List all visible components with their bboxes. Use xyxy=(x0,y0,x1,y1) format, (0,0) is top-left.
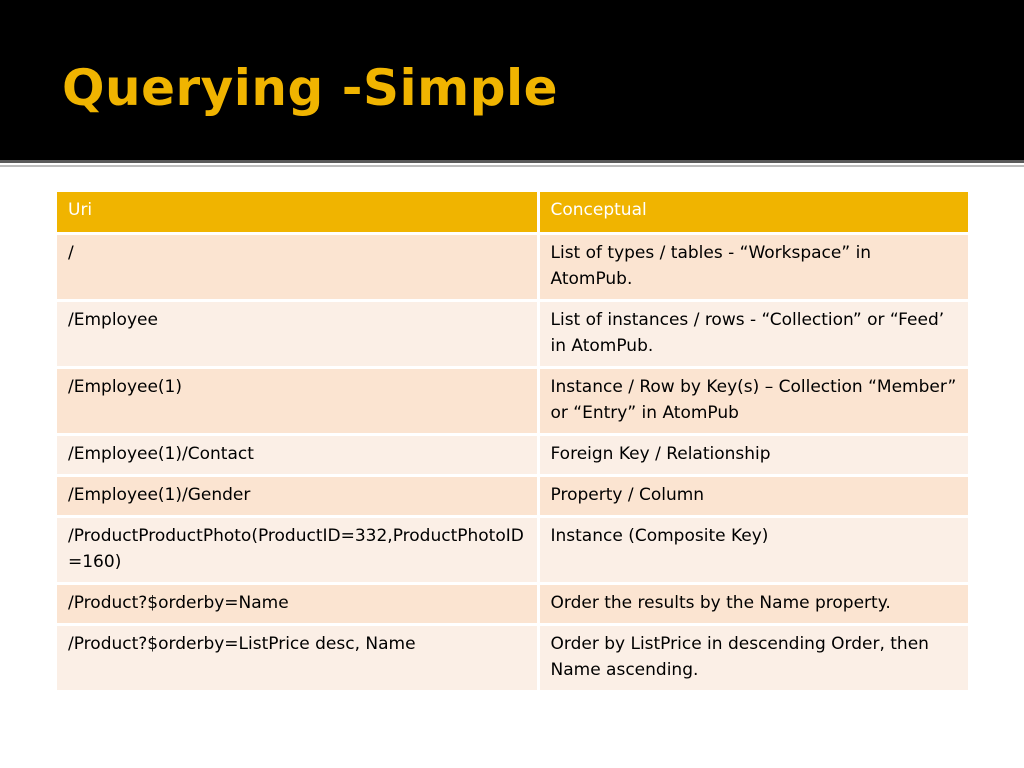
slide-title: Querying -Simple xyxy=(62,59,559,117)
title-divider-light xyxy=(0,165,1024,167)
table-row xyxy=(57,368,968,435)
table-row xyxy=(57,625,968,692)
uri-cell: /Product?$orderby=ListPrice desc, Name xyxy=(57,625,538,692)
conceptual-cell: List of instances / rows - “Collection” or “Feed’ in AtomPub. xyxy=(538,301,968,368)
table-header-row xyxy=(57,192,968,234)
conceptual-cell: List of types / tables - “Workspace” in AtomPub. xyxy=(538,234,968,301)
conceptual-cell: Property / Column xyxy=(538,476,968,517)
table-row xyxy=(57,301,968,368)
conceptual-cell: Instance / Row by Key(s) – Collection “Member” or “Entry” in AtomPub xyxy=(538,368,968,435)
uri-cell: / xyxy=(57,234,538,301)
column-header-conceptual: Conceptual xyxy=(538,192,968,234)
uri-cell: /Employee(1) xyxy=(57,368,538,435)
conceptual-cell: Instance (Composite Key) xyxy=(538,517,968,584)
conceptual-cell: Order by ListPrice in descending Order, then Name ascending. xyxy=(538,625,968,692)
conceptual-cell: Foreign Key / Relationship xyxy=(538,435,968,476)
title-bar xyxy=(0,0,1024,160)
uri-cell: /Employee(1)/Gender xyxy=(57,476,538,517)
uri-cell: /Employee xyxy=(57,301,538,368)
uri-table xyxy=(57,192,968,693)
column-header-uri: Uri xyxy=(57,192,538,234)
uri-cell: /ProductProductPhoto(ProductID=332,ProductPhotoID=160) xyxy=(57,517,538,584)
conceptual-cell: Order the results by the Name property. xyxy=(538,584,968,625)
table-row xyxy=(57,476,968,517)
table-row xyxy=(57,234,968,301)
title-divider xyxy=(0,160,1024,163)
uri-cell: /Product?$orderby=Name xyxy=(57,584,538,625)
table-row xyxy=(57,435,968,476)
table-row xyxy=(57,517,968,584)
uri-cell: /Employee(1)/Contact xyxy=(57,435,538,476)
table-row xyxy=(57,584,968,625)
